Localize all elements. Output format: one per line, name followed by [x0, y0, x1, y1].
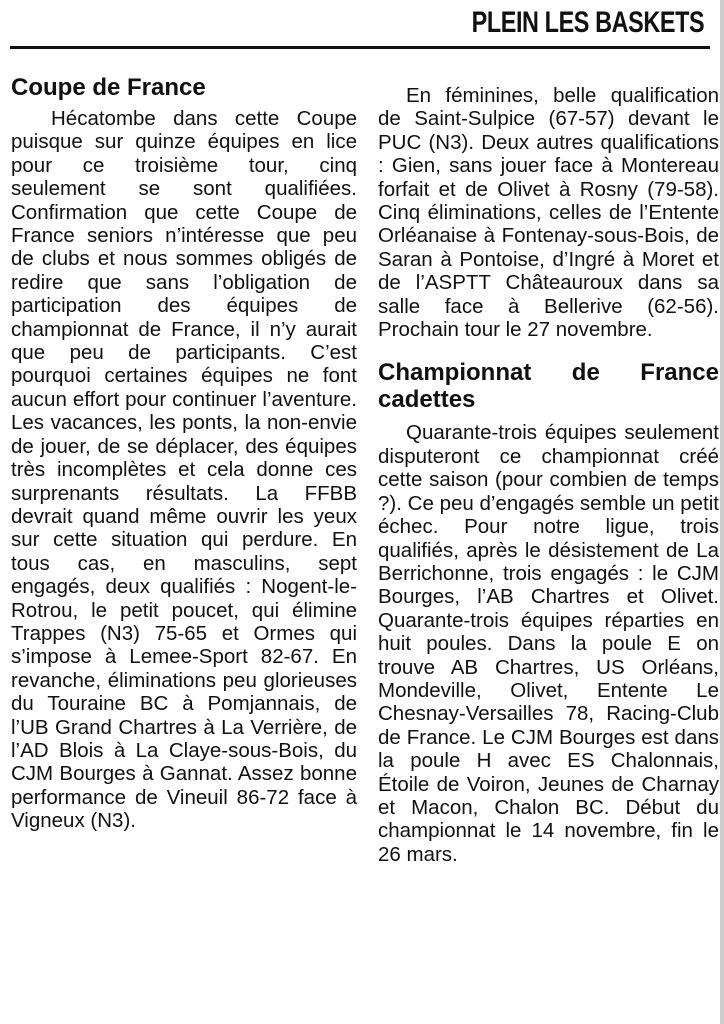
article-title-coupe: Coupe de France	[11, 74, 206, 101]
column-left	[11, 74, 357, 833]
article-body-championnat: Quarante-trois équipes seulement disputeront ce championnat créé cette saison (pour combien de temps ?). Ce peu d’engagés semble un petit échec. Pour notre ligue, trois qualifiés, après le désistement de La Berrichonne, trois engagés : le CJM Bourges, l’AB Chartres et Olivet. Quarante-trois équipes réparties en huit poules. Dans la poule E on trouve AB Chartres, US Orléans, Mondeville, Olivet, Entente Le Chesnay-Versailles 78, Racing-Club de France. Le CJM Bourges est dans la poule H avec ES Chalonnais, Étoile de Voiron, Jeunes de Charnay et Macon, Chalon BC. Début du championnat le 14 novembre, fin le 26 mars.	[378, 421, 719, 866]
page-edge-shadow	[720, 0, 724, 1024]
article-title-championnat: Championnat de France cadettes	[378, 359, 719, 414]
article-body-coupe-continued: En féminines, belle qualification de Saint-Sulpice (67-57) devant le PUC (N3). Deux autres qualifications : Gien, sans jouer face à Montereau forfait et de Olivet à Rosny (79-58). Cinq éliminations, celles de l’Entente Orléanaise à Fontenay-sous-Bois, de Saran à Pontoise, d’Ingré à Moret et de l’ASPTT Châteauroux dans sa salle face à Bellerive (62-56). Prochain tour le 27 novembre.	[378, 84, 719, 342]
page-header	[10, 0, 710, 49]
section-title: PLEIN LES BASKETS	[471, 6, 704, 39]
column-right	[378, 84, 719, 866]
article-body-coupe: Hécatombe dans cette Coupe puisque sur quinze équipes en lice pour ce troisième tour, cinq seulement se sont qualifiées. Confirmation que cette Coupe de France seniors n’intéresse que peu de clubs et nous sommes obligés de redire que sans l’obligation de participation des équipes de championnat de France, il n’y aurait que peu de participants. C’est pourquoi certaines équipes ne font aucun effort pour continuer l’aventure. Les vacances, les ponts, la non-envie de jouer, de se déplacer, des équipes très incomplètes et cela donne ces surprenants résultats. La FFBB devrait quand même ouvrir les yeux sur cette situation qui perdure. En tous cas, en masculins, sept engagés, deux qualifiés : Nogent-le-Rotrou, le petit poucet, qui élimine Trappes (N3) 75-65 et Ormes qui s’impose à Lemee-Sport 82-67. En revanche, éliminations peu glorieuses du Touraine BC à Pomjannais, de l’UB Grand Chartres à La Verrière, de l’AD Blois à La Claye-sous-Bois, du CJM Bourges à Gannat. Assez bonne performance de Vineuil 86-72 face à Vigneux (N3).	[11, 107, 357, 833]
